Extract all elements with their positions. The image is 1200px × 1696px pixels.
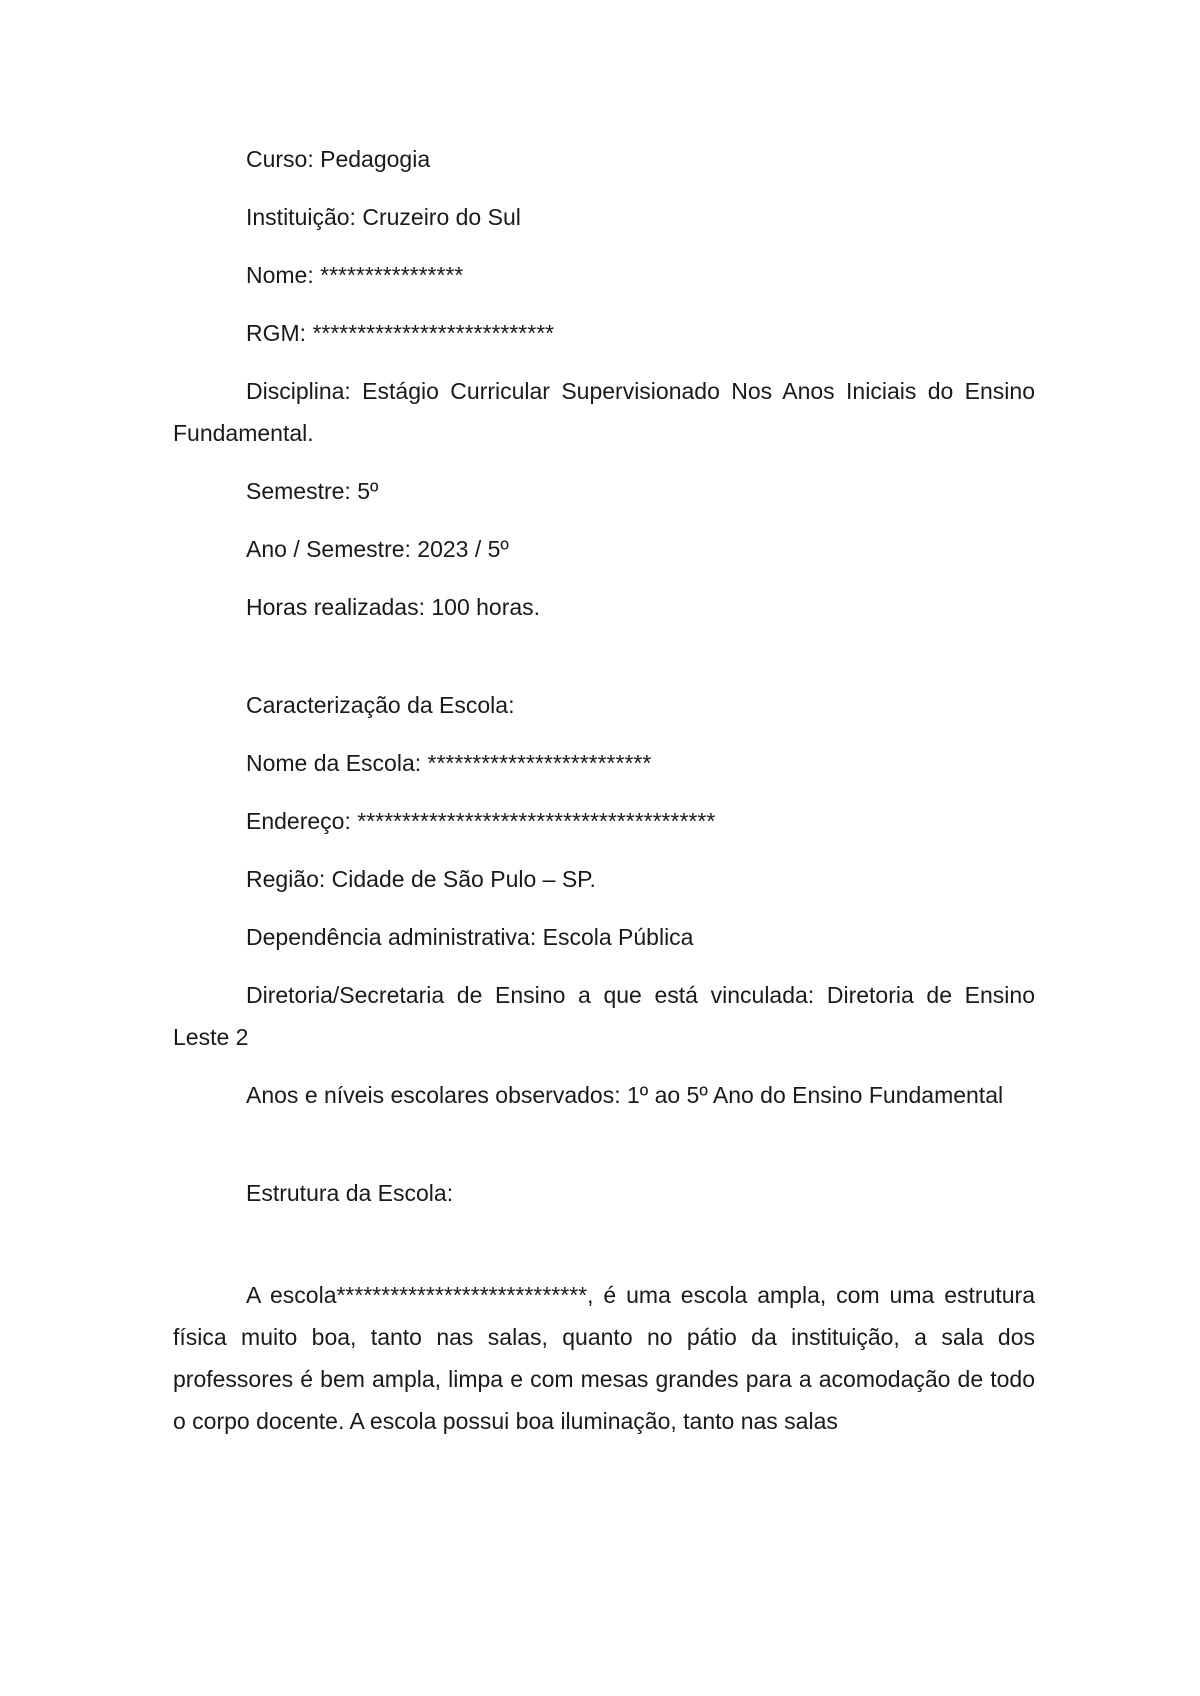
instituicao-line: Instituição: Cruzeiro do Sul: [246, 204, 521, 230]
regiao-line: Região: Cidade de São Pulo – SP.: [246, 866, 596, 892]
diretoria-line: Diretoria/Secretaria de Ensino a que está vinculada: Diretoria de Ensino Leste 2: [173, 982, 1035, 1050]
horas-line: Horas realizadas: 100 horas.: [246, 594, 541, 620]
rgm-line: RGM: ***************************: [246, 320, 555, 346]
semestre-line: Semestre: 5º: [246, 478, 379, 504]
nome-escola-line: Nome da Escola: *************************: [246, 750, 652, 776]
document-body: [173, 138, 1035, 1458]
curso-line: Curso: Pedagogia: [246, 146, 431, 172]
nome-line: Nome: ****************: [246, 262, 464, 288]
anos-niveis-line: Anos e níveis escolares observados: 1º ao 5º Ano do Ensino Fundamental: [246, 1082, 1004, 1108]
disciplina-line: Disciplina: Estágio Curricular Supervisionado Nos Anos Iniciais do Ensino Fundamental.: [173, 378, 1035, 446]
caracterizacao-heading: Caracterização da Escola:: [246, 692, 515, 718]
estrutura-paragraph: A escola****************************, é uma escola ampla, com uma estrutura física muito boa, tanto nas salas, quanto no pátio da instituição, a sala dos professores é bem ampla, limpa e com mesas grandes para a acomodação de todo o corpo docente. A escola possui boa iluminação, tanto nas salas: [173, 1282, 1035, 1434]
endereco-line: Endereço: ****************************************: [246, 808, 716, 834]
estrutura-heading: Estrutura da Escola:: [246, 1180, 454, 1206]
ano-semestre-line: Ano / Semestre: 2023 / 5º: [246, 536, 509, 562]
dependencia-line: Dependência administrativa: Escola Pública: [246, 924, 694, 950]
